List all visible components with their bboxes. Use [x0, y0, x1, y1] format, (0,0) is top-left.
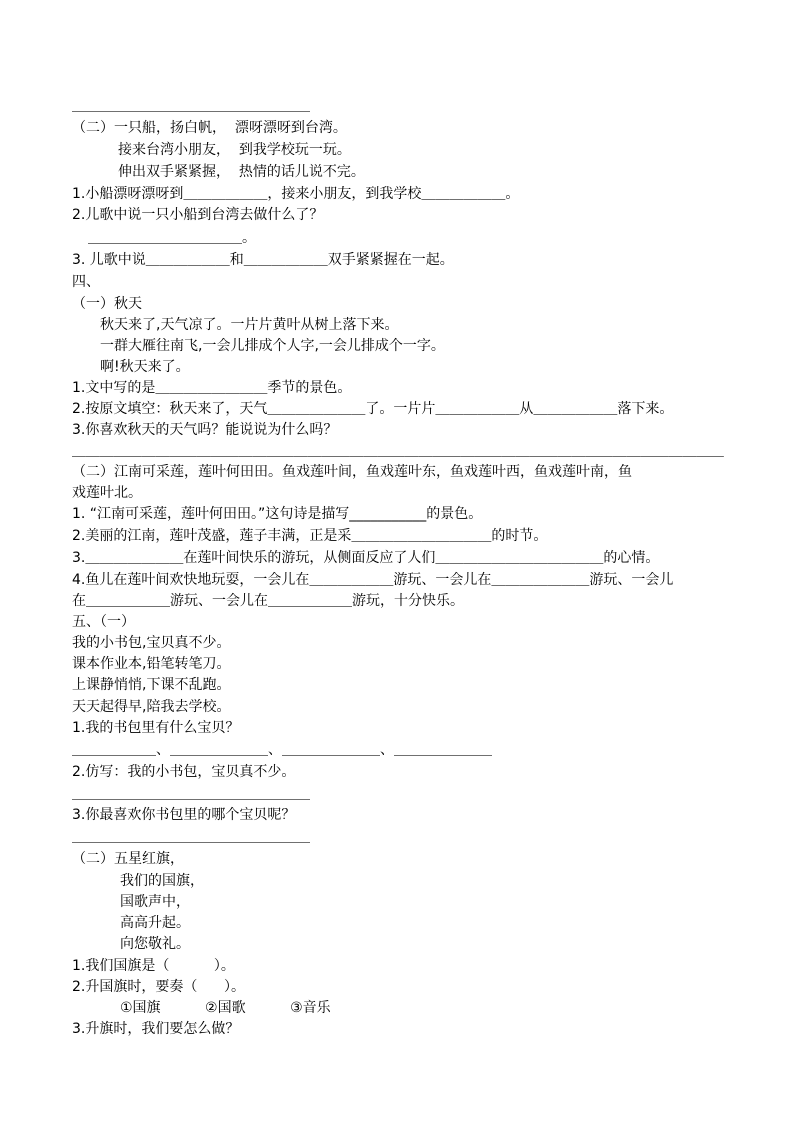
- question-2: 2.儿歌中说一只小船到台湾去做什么了？: [72, 207, 324, 223]
- question-1: 1.文中写的是＿＿＿＿＿＿＿＿季节的景色。: [72, 380, 352, 396]
- answer-line: ＿＿＿＿＿＿＿＿＿＿＿＿＿＿＿＿＿: [72, 786, 310, 802]
- question-1: 1.小船漂呀漂呀到＿＿＿＿＿＿，接来小朋友，到我学校＿＿＿＿＿＿。: [72, 186, 520, 202]
- poem-line: 伸出双手紧紧握， 热情的话儿说不完。: [118, 164, 365, 180]
- question-3: 3.你最喜欢你书包里的哪个宝贝呢？: [72, 807, 296, 823]
- section-heading-5: 五、（一）: [72, 614, 135, 630]
- question-1: 1.我们国旗是（ ）。: [72, 958, 235, 974]
- question-1: 1. “江南可采莲，莲叶何田田。”这句诗是描写___________的景色。: [72, 506, 483, 522]
- passage-line: 秋天来了,天气凉了。一片片黄叶从树上落下来。: [100, 317, 399, 333]
- poem-line: 课本作业本,铅笔转笔刀。: [72, 656, 231, 672]
- answer-line: ＿＿＿＿＿＿＿＿＿＿＿。: [88, 230, 256, 246]
- passage-line: 啊!秋天来了。: [100, 359, 190, 375]
- poem-line: 向您敬礼。: [120, 936, 190, 952]
- question-4: 4.鱼儿在莲叶间欢快地玩耍，一会儿在＿＿＿＿＿＿游玩、一会儿在＿＿＿＿＿＿＿游玩、一会儿: [72, 572, 674, 588]
- answer-options: ①国旗 ②国歌 ③音乐: [120, 1000, 331, 1016]
- answer-line: ＿＿＿＿＿＿＿＿＿＿＿＿＿＿＿＿＿: [72, 829, 310, 845]
- question-2: 2.按原文填空：秋天来了，天气＿＿＿＿＿＿＿了。一片片＿＿＿＿＿＿从＿＿＿＿＿＿落下来。: [72, 401, 674, 417]
- answer-line: ＿＿＿＿＿＿＿＿＿＿＿＿＿＿＿＿＿: [72, 98, 310, 114]
- section-2-poem-line: （二）一只船，扬白帆， 漂呀漂呀到台湾。: [72, 120, 347, 136]
- question-2: 2.美丽的江南，莲叶茂盛，莲子丰满，正是采＿＿＿＿＿＿＿＿＿＿的时节。: [72, 528, 548, 544]
- poem-line: 我的小书包,宝贝真不少。: [72, 635, 231, 651]
- passage-line: 一群大雁往南飞,一会儿排成个人字,一会儿排成个一字。: [100, 338, 445, 354]
- question-3: 3. 儿歌中说＿＿＿＿＿＿和＿＿＿＿＿＿双手紧紧握在一起。: [72, 252, 454, 268]
- answer-line: ＿＿＿＿＿＿、＿＿＿＿＿＿＿、＿＿＿＿＿＿＿、＿＿＿＿＿＿＿: [72, 742, 492, 758]
- poem-line: （二）五星红旗，: [72, 851, 184, 867]
- question-3: 3.你喜欢秋天的天气吗？能说说为什么吗？: [72, 422, 338, 438]
- poem-line: 上课静悄悄,下课不乱跑。: [72, 677, 231, 693]
- passage-title: （一）秋天: [72, 296, 142, 312]
- poem-passage-line: 戏莲叶北。: [72, 485, 142, 501]
- question-1: 1.我的书包里有什么宝贝？: [72, 720, 240, 736]
- question-3: 3.升旗时，我们要怎么做？: [72, 1021, 240, 1037]
- poem-passage-line: （二）江南可采莲，莲叶何田田。鱼戏莲叶间，鱼戏莲叶东，鱼戏莲叶西，鱼戏莲叶南，鱼: [72, 464, 632, 480]
- poem-line: 天天起得早,陪我去学校。: [72, 699, 231, 715]
- question-3: 3.＿＿＿＿＿＿＿在莲叶间快乐的游玩，从侧面反应了人们＿＿＿＿＿＿＿＿＿＿＿＿的心情。: [72, 550, 660, 566]
- question-2: 2.仿写：我的小书包，宝贝真不少。: [72, 764, 296, 780]
- answer-line: ＿＿＿＿＿＿＿＿＿＿＿＿＿＿＿＿＿＿＿＿＿＿＿＿＿＿＿＿＿＿＿＿＿＿＿＿＿＿＿＿＿＿＿＿＿＿＿: [72, 443, 724, 459]
- poem-line: 我们的国旗，: [120, 873, 204, 889]
- question-4-continued: 在＿＿＿＿＿＿游玩、一会儿在＿＿＿＿＿＿游玩，十分快乐。: [72, 593, 464, 609]
- question-2: 2.升国旗时，要奏（ ）。: [72, 979, 246, 995]
- section-heading-4: 四、: [72, 274, 100, 290]
- poem-line: 国歌声中，: [120, 894, 190, 910]
- poem-line: 接来台湾小朋友， 到我学校玩一玩。: [118, 142, 351, 158]
- poem-line: 高高升起。: [120, 915, 190, 931]
